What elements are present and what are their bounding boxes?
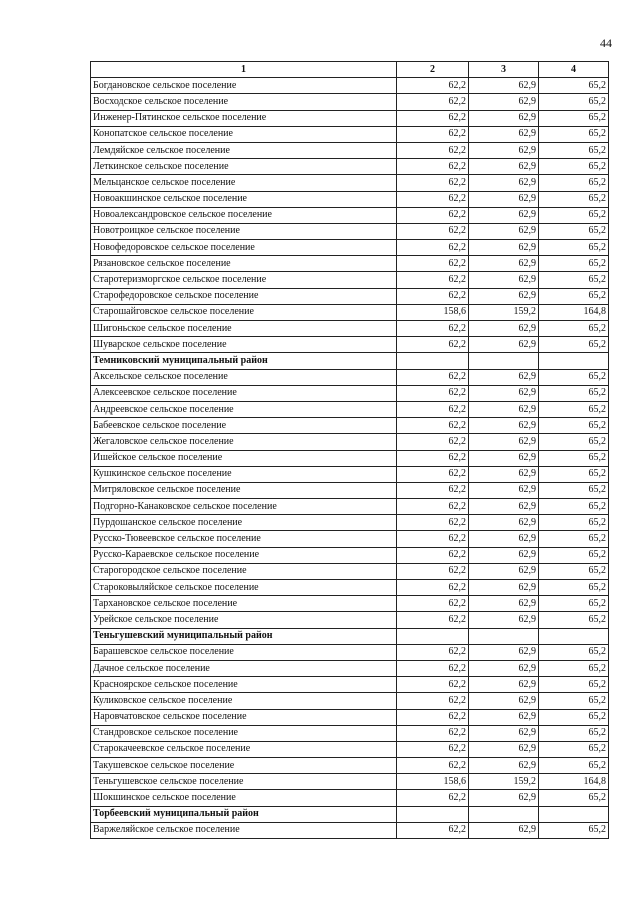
- settlement-name-cell: Рязановское сельское поселение: [91, 256, 397, 272]
- value-col3-cell: 62,9: [469, 596, 539, 612]
- settlement-name-cell: Алексеевское сельское поселение: [91, 385, 397, 401]
- value-col3-cell: 62,9: [469, 790, 539, 806]
- table-row: [91, 94, 609, 110]
- value-col4-cell: 65,2: [539, 741, 609, 757]
- table-row: [91, 175, 609, 191]
- value-col2-cell: 62,2: [397, 240, 469, 256]
- value-col2-cell: 62,2: [397, 563, 469, 579]
- value-col4-cell: 65,2: [539, 531, 609, 547]
- value-col2-cell: 62,2: [397, 288, 469, 304]
- table-row: [91, 142, 609, 158]
- settlement-name-cell: Кушкинское сельское поселение: [91, 466, 397, 482]
- value-col2-cell: [397, 353, 469, 369]
- value-col2-cell: 158,6: [397, 774, 469, 790]
- settlement-name-cell: Старошайговское сельское поселение: [91, 304, 397, 320]
- table-row: [91, 531, 609, 547]
- value-col4-cell: 65,2: [539, 369, 609, 385]
- value-col2-cell: 62,2: [397, 110, 469, 126]
- value-col4-cell: 65,2: [539, 159, 609, 175]
- settlement-name-cell: Барашевское сельское поселение: [91, 644, 397, 660]
- value-col3-cell: 62,9: [469, 175, 539, 191]
- value-col3-cell: 62,9: [469, 466, 539, 482]
- value-col2-cell: 62,2: [397, 191, 469, 207]
- value-col2-cell: 62,2: [397, 223, 469, 239]
- value-col2-cell: 62,2: [397, 450, 469, 466]
- settlement-name-cell: Лемдяйское сельское поселение: [91, 142, 397, 158]
- value-col2-cell: 62,2: [397, 207, 469, 223]
- value-col2-cell: 62,2: [397, 369, 469, 385]
- settlement-name-cell: Варжеляйское сельское поселение: [91, 822, 397, 838]
- table-row: [91, 466, 609, 482]
- value-col2-cell: 62,2: [397, 596, 469, 612]
- table-row: [91, 191, 609, 207]
- table-row: [91, 482, 609, 498]
- settlement-name-cell: Богдановское сельское поселение: [91, 78, 397, 94]
- table-row: [91, 434, 609, 450]
- value-col3-cell: 62,9: [469, 78, 539, 94]
- value-col2-cell: 62,2: [397, 644, 469, 660]
- settlement-name-cell: Новотроицкое сельское поселение: [91, 223, 397, 239]
- table-row: [91, 159, 609, 175]
- value-col3-cell: 62,9: [469, 142, 539, 158]
- value-col4-cell: [539, 628, 609, 644]
- value-col4-cell: 65,2: [539, 499, 609, 515]
- value-col2-cell: 62,2: [397, 401, 469, 417]
- value-col3-cell: 62,9: [469, 159, 539, 175]
- value-col4-cell: 65,2: [539, 175, 609, 191]
- value-col4-cell: [539, 353, 609, 369]
- value-col3-cell: 62,9: [469, 369, 539, 385]
- settlement-name-cell: Старогородское сельское поселение: [91, 563, 397, 579]
- value-col4-cell: 65,2: [539, 790, 609, 806]
- section-row: [91, 628, 609, 644]
- table-row: [91, 256, 609, 272]
- value-col3-cell: 62,9: [469, 612, 539, 628]
- value-col2-cell: 62,2: [397, 434, 469, 450]
- settlement-name-cell: Теньгушевское сельское поселение: [91, 774, 397, 790]
- value-col2-cell: 62,2: [397, 515, 469, 531]
- settlement-name-cell: Старокачеевское сельское поселение: [91, 741, 397, 757]
- settlement-name-cell: Бабеевское сельское поселение: [91, 418, 397, 434]
- value-col3-cell: 62,9: [469, 741, 539, 757]
- table-row: [91, 450, 609, 466]
- value-col4-cell: 65,2: [539, 612, 609, 628]
- value-col2-cell: 62,2: [397, 78, 469, 94]
- value-col4-cell: 65,2: [539, 644, 609, 660]
- data-table: [90, 61, 609, 839]
- table-row: [91, 321, 609, 337]
- table-row: [91, 758, 609, 774]
- settlement-name-cell: Новоакшинское сельское поселение: [91, 191, 397, 207]
- value-col3-cell: 62,9: [469, 450, 539, 466]
- table-row: [91, 677, 609, 693]
- value-col3-cell: 62,9: [469, 337, 539, 353]
- value-col2-cell: 62,2: [397, 547, 469, 563]
- table-row: [91, 709, 609, 725]
- value-col3-cell: 62,9: [469, 191, 539, 207]
- settlement-name-cell: Жегаловское сельское поселение: [91, 434, 397, 450]
- value-col2-cell: 62,2: [397, 126, 469, 142]
- settlement-name-cell: Мельцанское сельское поселение: [91, 175, 397, 191]
- table-row: [91, 580, 609, 596]
- value-col4-cell: 65,2: [539, 256, 609, 272]
- value-col2-cell: 62,2: [397, 660, 469, 676]
- settlement-name-cell: Тархановское сельское поселение: [91, 596, 397, 612]
- column-header: 1: [91, 62, 397, 78]
- settlement-name-cell: Новофедоровское сельское поселение: [91, 240, 397, 256]
- settlement-name-cell: Староковыляйское сельское поселение: [91, 580, 397, 596]
- value-col4-cell: 65,2: [539, 142, 609, 158]
- value-col4-cell: 65,2: [539, 223, 609, 239]
- value-col3-cell: 62,9: [469, 725, 539, 741]
- value-col3-cell: [469, 628, 539, 644]
- value-col4-cell: 65,2: [539, 321, 609, 337]
- settlement-name-cell: Инженер-Пятинское сельское поселение: [91, 110, 397, 126]
- value-col4-cell: 65,2: [539, 822, 609, 838]
- settlement-name-cell: Дачное сельское поселение: [91, 660, 397, 676]
- value-col2-cell: 62,2: [397, 499, 469, 515]
- settlement-name-cell: Теньгушевский муниципальный район: [91, 628, 397, 644]
- settlement-name-cell: Шигоньское сельское поселение: [91, 321, 397, 337]
- table-row: [91, 401, 609, 417]
- value-col3-cell: 62,9: [469, 693, 539, 709]
- table-row: [91, 126, 609, 142]
- value-col4-cell: 65,2: [539, 725, 609, 741]
- settlement-name-cell: Шуварское сельское поселение: [91, 337, 397, 353]
- value-col2-cell: 158,6: [397, 304, 469, 320]
- settlement-name-cell: Урейское сельское поселение: [91, 612, 397, 628]
- value-col4-cell: 65,2: [539, 580, 609, 596]
- column-header: 3: [469, 62, 539, 78]
- table-row: [91, 596, 609, 612]
- settlement-name-cell: Куликовское сельское поселение: [91, 693, 397, 709]
- value-col3-cell: 62,9: [469, 110, 539, 126]
- value-col3-cell: 62,9: [469, 385, 539, 401]
- settlement-name-cell: Андреевское сельское поселение: [91, 401, 397, 417]
- value-col3-cell: 62,9: [469, 207, 539, 223]
- table-row: [91, 725, 609, 741]
- table-row: [91, 790, 609, 806]
- value-col4-cell: 65,2: [539, 693, 609, 709]
- settlement-name-cell: Такушевское сельское поселение: [91, 758, 397, 774]
- value-col2-cell: 62,2: [397, 466, 469, 482]
- value-col2-cell: 62,2: [397, 337, 469, 353]
- table-row: [91, 272, 609, 288]
- value-col4-cell: 65,2: [539, 126, 609, 142]
- value-col4-cell: 164,8: [539, 774, 609, 790]
- table-row: [91, 515, 609, 531]
- value-col4-cell: 65,2: [539, 563, 609, 579]
- value-col2-cell: 62,2: [397, 790, 469, 806]
- settlement-name-cell: Наровчатовское сельское поселение: [91, 709, 397, 725]
- table-row: [91, 304, 609, 320]
- value-col4-cell: 164,8: [539, 304, 609, 320]
- column-header: 4: [539, 62, 609, 78]
- value-col3-cell: 62,9: [469, 321, 539, 337]
- value-col4-cell: 65,2: [539, 758, 609, 774]
- value-col3-cell: 62,9: [469, 531, 539, 547]
- value-col2-cell: 62,2: [397, 321, 469, 337]
- value-col3-cell: 62,9: [469, 256, 539, 272]
- value-col3-cell: 62,9: [469, 434, 539, 450]
- value-col3-cell: 62,9: [469, 677, 539, 693]
- value-col3-cell: 62,9: [469, 482, 539, 498]
- value-col2-cell: 62,2: [397, 272, 469, 288]
- value-col4-cell: 65,2: [539, 272, 609, 288]
- value-col4-cell: 65,2: [539, 110, 609, 126]
- page-number: 44: [600, 36, 612, 50]
- value-col3-cell: 62,9: [469, 515, 539, 531]
- value-col2-cell: 62,2: [397, 256, 469, 272]
- table-row: [91, 660, 609, 676]
- value-col2-cell: 62,2: [397, 418, 469, 434]
- value-col4-cell: 65,2: [539, 450, 609, 466]
- table-row: [91, 418, 609, 434]
- value-col2-cell: 62,2: [397, 741, 469, 757]
- value-col3-cell: 159,2: [469, 304, 539, 320]
- settlement-name-cell: Леткинское сельское поселение: [91, 159, 397, 175]
- value-col4-cell: 65,2: [539, 660, 609, 676]
- value-col4-cell: 65,2: [539, 466, 609, 482]
- settlement-name-cell: Новоалександровское сельское поселение: [91, 207, 397, 223]
- value-col3-cell: 62,9: [469, 272, 539, 288]
- table-row: [91, 385, 609, 401]
- value-col3-cell: 62,9: [469, 94, 539, 110]
- value-col4-cell: 65,2: [539, 337, 609, 353]
- value-col3-cell: 62,9: [469, 126, 539, 142]
- value-col3-cell: 62,9: [469, 499, 539, 515]
- table-body: [91, 78, 609, 839]
- value-col2-cell: 62,2: [397, 94, 469, 110]
- value-col2-cell: 62,2: [397, 159, 469, 175]
- value-col4-cell: 65,2: [539, 240, 609, 256]
- value-col3-cell: 62,9: [469, 580, 539, 596]
- table-header-row: [91, 62, 609, 78]
- table-row: [91, 547, 609, 563]
- value-col2-cell: 62,2: [397, 531, 469, 547]
- value-col4-cell: 65,2: [539, 94, 609, 110]
- value-col3-cell: 62,9: [469, 418, 539, 434]
- settlement-name-cell: Митряловское сельское поселение: [91, 482, 397, 498]
- value-col3-cell: 62,9: [469, 644, 539, 660]
- value-col4-cell: 65,2: [539, 482, 609, 498]
- table-row: [91, 693, 609, 709]
- value-col2-cell: 62,2: [397, 482, 469, 498]
- value-col4-cell: 65,2: [539, 547, 609, 563]
- value-col4-cell: 65,2: [539, 418, 609, 434]
- value-col4-cell: 65,2: [539, 288, 609, 304]
- table-row: [91, 223, 609, 239]
- settlement-name-cell: Темниковский муниципальный район: [91, 353, 397, 369]
- value-col3-cell: 62,9: [469, 563, 539, 579]
- value-col2-cell: 62,2: [397, 580, 469, 596]
- settlement-name-cell: Старофедоровское сельское поселение: [91, 288, 397, 304]
- value-col3-cell: 62,9: [469, 223, 539, 239]
- value-col4-cell: 65,2: [539, 207, 609, 223]
- value-col4-cell: [539, 806, 609, 822]
- settlement-name-cell: Русско-Тювеевское сельское поселение: [91, 531, 397, 547]
- value-col2-cell: 62,2: [397, 612, 469, 628]
- value-col3-cell: 62,9: [469, 758, 539, 774]
- value-col2-cell: [397, 628, 469, 644]
- value-col4-cell: 65,2: [539, 401, 609, 417]
- table-row: [91, 644, 609, 660]
- table-row: [91, 563, 609, 579]
- value-col3-cell: 62,9: [469, 401, 539, 417]
- settlement-name-cell: Русско-Караевское сельское поселение: [91, 547, 397, 563]
- value-col4-cell: 65,2: [539, 191, 609, 207]
- value-col3-cell: 62,9: [469, 547, 539, 563]
- value-col2-cell: [397, 806, 469, 822]
- table-row: [91, 240, 609, 256]
- value-col2-cell: 62,2: [397, 175, 469, 191]
- settlement-name-cell: Подгорно-Канаковское сельское поселение: [91, 499, 397, 515]
- settlement-name-cell: Пурдошанское сельское поселение: [91, 515, 397, 531]
- table-row: [91, 288, 609, 304]
- value-col4-cell: 65,2: [539, 515, 609, 531]
- settlement-name-cell: Восходское сельское поселение: [91, 94, 397, 110]
- settlement-name-cell: Торбеевский муниципальный район: [91, 806, 397, 822]
- value-col2-cell: 62,2: [397, 385, 469, 401]
- value-col4-cell: 65,2: [539, 596, 609, 612]
- settlement-name-cell: Аксельское сельское поселение: [91, 369, 397, 385]
- table-row: [91, 499, 609, 515]
- value-col2-cell: 62,2: [397, 822, 469, 838]
- settlement-name-cell: Старотеризморгское сельское поселение: [91, 272, 397, 288]
- table-row: [91, 337, 609, 353]
- value-col4-cell: 65,2: [539, 677, 609, 693]
- value-col3-cell: 62,9: [469, 288, 539, 304]
- value-col3-cell: 62,9: [469, 822, 539, 838]
- value-col4-cell: 65,2: [539, 385, 609, 401]
- value-col4-cell: 65,2: [539, 78, 609, 94]
- table-row: [91, 612, 609, 628]
- table-row: [91, 78, 609, 94]
- table-row: [91, 110, 609, 126]
- value-col3-cell: 62,9: [469, 660, 539, 676]
- value-col2-cell: 62,2: [397, 677, 469, 693]
- value-col3-cell: [469, 353, 539, 369]
- section-row: [91, 806, 609, 822]
- settlement-name-cell: Ишейское сельское поселение: [91, 450, 397, 466]
- value-col2-cell: 62,2: [397, 693, 469, 709]
- settlement-name-cell: Стандровское сельское поселение: [91, 725, 397, 741]
- table-row: [91, 774, 609, 790]
- value-col2-cell: 62,2: [397, 142, 469, 158]
- section-row: [91, 353, 609, 369]
- table-row: [91, 369, 609, 385]
- column-header: 2: [397, 62, 469, 78]
- value-col3-cell: 62,9: [469, 709, 539, 725]
- value-col3-cell: [469, 806, 539, 822]
- settlement-name-cell: Шокшинское сельское поселение: [91, 790, 397, 806]
- value-col4-cell: 65,2: [539, 709, 609, 725]
- value-col2-cell: 62,2: [397, 709, 469, 725]
- value-col2-cell: 62,2: [397, 725, 469, 741]
- value-col3-cell: 159,2: [469, 774, 539, 790]
- table-row: [91, 822, 609, 838]
- value-col4-cell: 65,2: [539, 434, 609, 450]
- value-col2-cell: 62,2: [397, 758, 469, 774]
- settlement-name-cell: Конопатское сельское поселение: [91, 126, 397, 142]
- table-row: [91, 207, 609, 223]
- table-row: [91, 741, 609, 757]
- settlement-name-cell: Красноярское сельское поселение: [91, 677, 397, 693]
- value-col3-cell: 62,9: [469, 240, 539, 256]
